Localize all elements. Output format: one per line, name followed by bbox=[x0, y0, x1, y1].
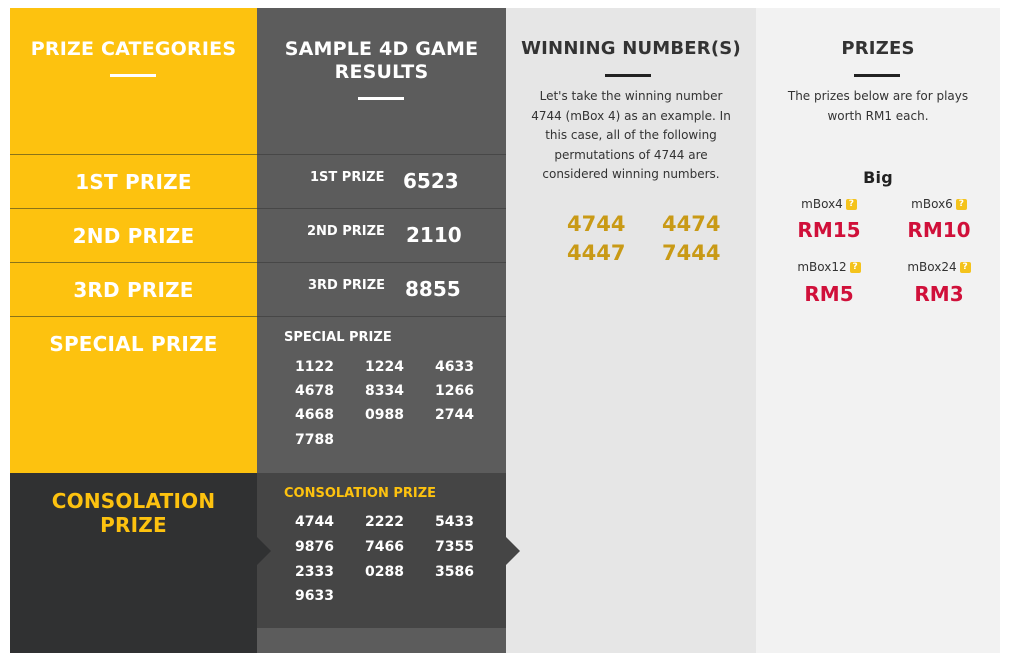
prizes-column bbox=[756, 8, 1000, 653]
category-first: 1ST PRIZE bbox=[75, 170, 192, 194]
consolation-number: 9633 bbox=[295, 588, 334, 604]
mbox-label: mBox4 ? bbox=[768, 197, 890, 211]
winning-numbers-title: WINNING NUMBER(S) bbox=[521, 38, 741, 59]
consolation-number: 2333 bbox=[295, 564, 334, 580]
result-value-first: 6523 bbox=[403, 169, 459, 193]
prize-categories-title: PRIZE CATEGORIES bbox=[30, 38, 237, 60]
winning-desc-line: considered winning numbers. bbox=[542, 167, 720, 182]
category-special: SPECIAL PRIZE bbox=[49, 332, 218, 356]
sample-title-line1: SAMPLE 4D GAME bbox=[284, 38, 479, 60]
consolation-number: 2222 bbox=[365, 514, 404, 530]
prize-amount: RM3 bbox=[914, 282, 964, 306]
winning-numbers-column bbox=[506, 8, 756, 653]
header-underline bbox=[110, 74, 156, 77]
category-row-third bbox=[10, 262, 257, 316]
big-label: Big bbox=[863, 168, 893, 187]
special-number: 4678 bbox=[295, 383, 334, 399]
special-prize-label: SPECIAL PRIZE bbox=[284, 330, 392, 345]
row-arrow-left bbox=[257, 537, 271, 565]
result-value-second: 2110 bbox=[406, 223, 462, 247]
special-number: 2744 bbox=[435, 407, 474, 423]
prize-table bbox=[10, 8, 1000, 653]
consolation-number: 5433 bbox=[435, 514, 474, 530]
prize-amount: RM10 bbox=[907, 218, 971, 242]
category-row-special bbox=[10, 316, 257, 474]
result-label-third: 3RD PRIZE bbox=[308, 278, 386, 293]
winning-desc-line: this case, all of the following bbox=[545, 128, 717, 143]
result-value-third: 8855 bbox=[405, 277, 461, 301]
consolation-number: 3586 bbox=[435, 564, 474, 580]
special-number: 7788 bbox=[295, 432, 334, 448]
consolation-prize-label: CONSOLATION PRIZE bbox=[284, 486, 437, 501]
header-underline bbox=[358, 97, 404, 100]
row-arrow-right bbox=[506, 537, 520, 565]
help-icon[interactable]: ? bbox=[846, 199, 857, 210]
mbox-label: mBox6 ? bbox=[878, 197, 1000, 211]
prizes-title: PRIZES bbox=[841, 38, 915, 59]
help-icon[interactable]: ? bbox=[850, 262, 861, 273]
special-number: 8334 bbox=[365, 383, 404, 399]
result-label-first: 1ST PRIZE bbox=[310, 170, 385, 185]
prize-categories-column bbox=[10, 8, 257, 653]
mbox-label: mBox12 ? bbox=[768, 260, 890, 274]
winning-permutation: 4474 bbox=[662, 212, 721, 236]
winning-desc-line: Let's take the winning number bbox=[539, 89, 723, 103]
consolation-number: 0288 bbox=[365, 564, 404, 580]
prizes-desc-line: worth RM1 each. bbox=[827, 108, 929, 123]
special-number: 1224 bbox=[365, 359, 404, 375]
category-row-consolation bbox=[10, 473, 257, 653]
special-number: 4668 bbox=[295, 407, 334, 423]
help-icon[interactable]: ? bbox=[956, 199, 967, 210]
category-third: 3RD PRIZE bbox=[73, 278, 194, 302]
winning-desc-line: permutations of 4744 are bbox=[554, 147, 708, 162]
winning-permutation: 7444 bbox=[662, 241, 721, 265]
category-row-second bbox=[10, 208, 257, 262]
winning-permutation: 4744 bbox=[567, 212, 626, 236]
category-consolation-line1: CONSOLATION bbox=[51, 489, 216, 513]
prizes-desc-line: The prizes below are for plays bbox=[787, 89, 969, 103]
result-label-second: 2ND PRIZE bbox=[307, 224, 385, 239]
special-number: 1266 bbox=[435, 383, 474, 399]
prize-amount: RM5 bbox=[804, 282, 854, 306]
category-row-first bbox=[10, 154, 257, 208]
header-underline bbox=[854, 74, 900, 77]
special-number: 1122 bbox=[295, 359, 334, 375]
special-number: 4633 bbox=[435, 359, 474, 375]
special-number: 0988 bbox=[365, 407, 404, 423]
prize-categories-header bbox=[10, 8, 257, 154]
consolation-number: 7355 bbox=[435, 539, 474, 555]
header-underline bbox=[605, 74, 651, 77]
sample-results-column bbox=[257, 8, 506, 653]
prize-amount: RM15 bbox=[797, 218, 861, 242]
consolation-number: 7466 bbox=[365, 539, 404, 555]
help-icon[interactable]: ? bbox=[960, 262, 971, 273]
winning-desc-line: 4744 (mBox 4) as an example. In bbox=[531, 108, 731, 123]
category-consolation-line2: PRIZE bbox=[100, 513, 167, 537]
consolation-number: 4744 bbox=[295, 514, 334, 530]
category-second: 2ND PRIZE bbox=[72, 224, 195, 248]
mbox-label: mBox24 ? bbox=[878, 260, 1000, 274]
consolation-number: 9876 bbox=[295, 539, 334, 555]
sample-title-line2: RESULTS bbox=[334, 61, 429, 83]
winning-permutation: 4447 bbox=[567, 241, 626, 265]
